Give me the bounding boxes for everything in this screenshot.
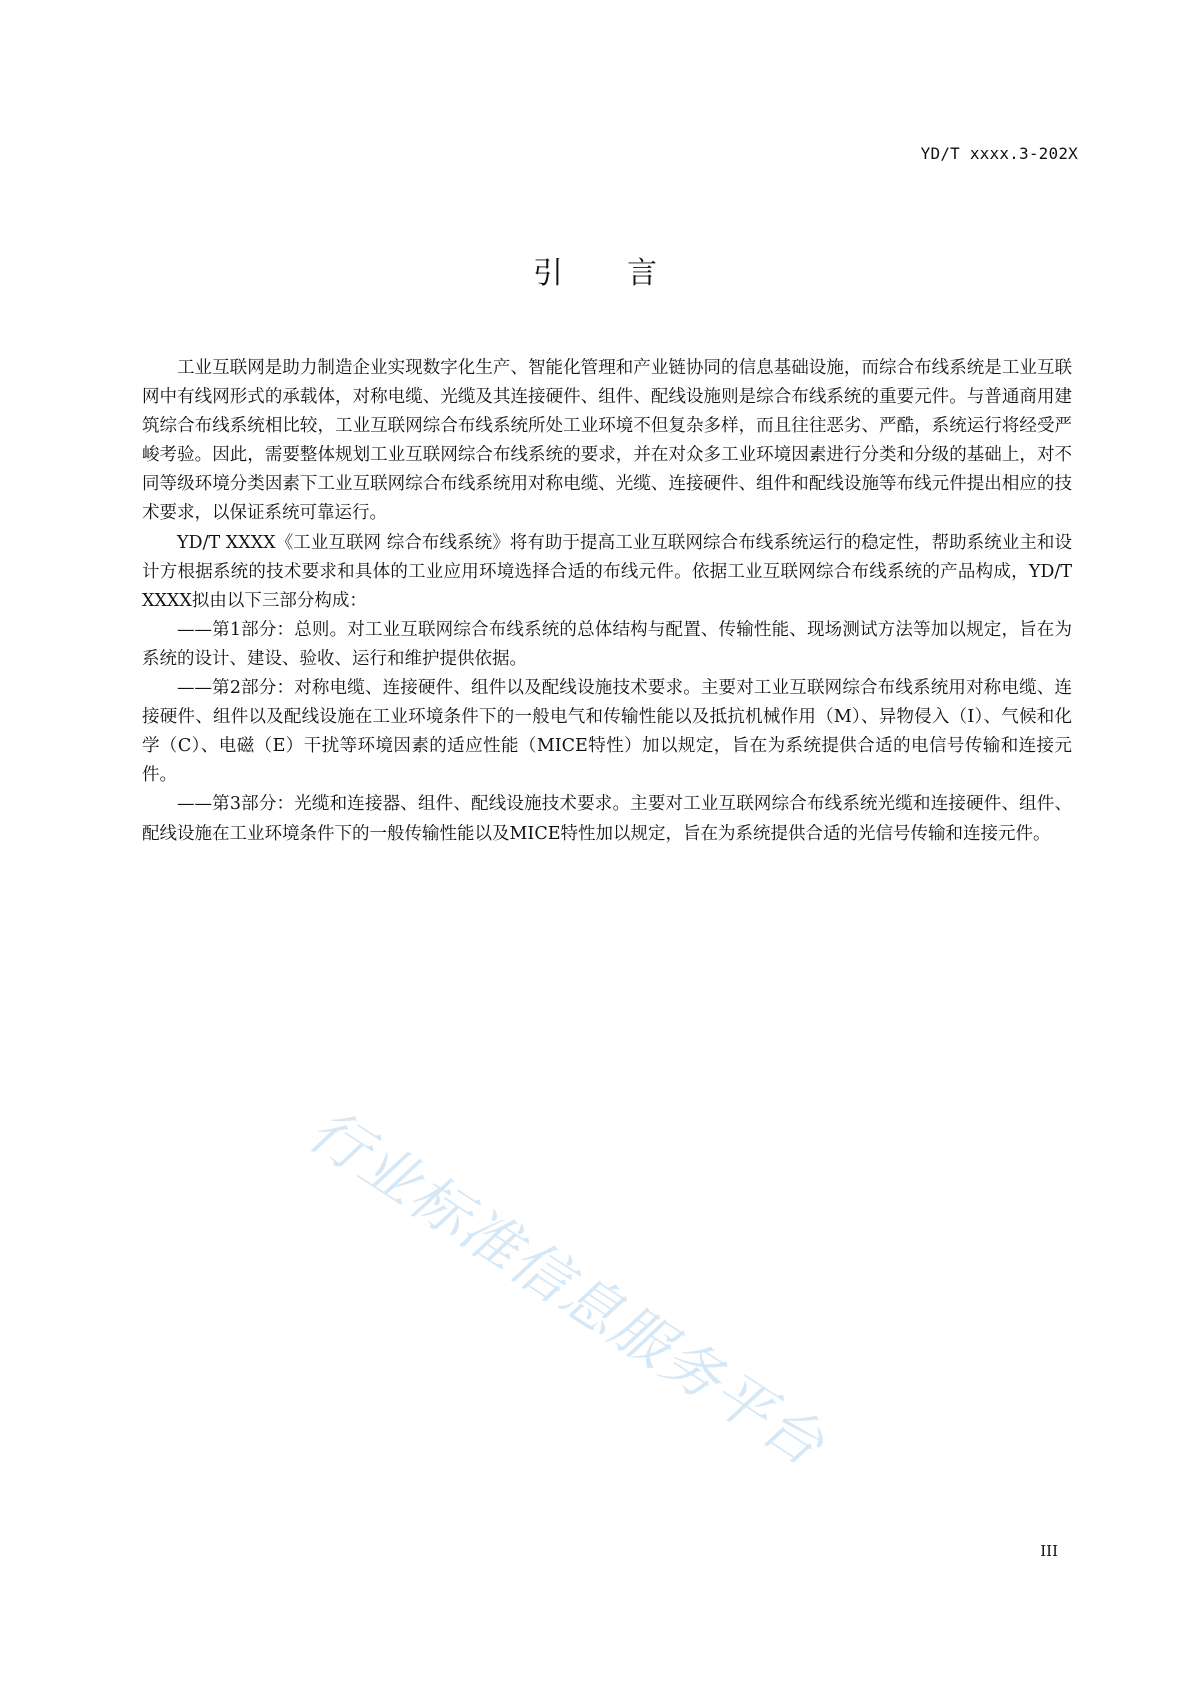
introduction-body <box>142 354 1072 849</box>
document-code: YD/T xxxx.3-202X <box>920 144 1078 163</box>
paragraph-part-1: ——第1部分：总则。对工业互联网综合布线系统的总体结构与配置、传输性能、现场测试方法等加以规定，旨在为系统的设计、建设、验收、运行和维护提供依据。 <box>142 619 1072 669</box>
page-number: III <box>1040 1542 1058 1560</box>
paragraph-1: 工业互联网是助力制造企业实现数字化生产、智能化管理和产业链协同的信息基础设施，而综合布线系统是工业互联网中有线网形式的承载体，对称电缆、光缆及其连接硬件、组件、配线设施则是综合布线系统的重要元件。与普通商用建筑综合布线系统相比较，工业互联网综合布线系统所处工业环境不但复杂多样，而且往往恶劣、严酷，系统运行将经受严峻考验。因此，需要整体规划工业互联网综合布线系统的要求，并在对众多工业环境因素进行分类和分级的基础上，对不同等级环境分类因素下工业互联网综合布线系统用对称电缆、光缆、连接硬件、组件和配线设施等布线元件提出相应的技术要求，以保证系统可靠运行。 <box>142 358 1072 524</box>
watermark: 行业标准信息服务平台 <box>296 1095 838 1480</box>
paragraph-2: YD/T XXXX《工业互联网 综合布线系统》将有助于提高工业互联网综合布线系统运行的稳定性，帮助系统业主和设计方根据系统的技术要求和具体的工业应用环境选择合适的布线元件。依据工业互联网综合布线系统的产品构成，YD/T XXXX拟由以下三部分构成： <box>142 532 1072 611</box>
paragraph-part-3: ——第3部分：光缆和连接器、组件、配线设施技术要求。主要对工业互联网综合布线系统光缆和连接硬件、组件、配线设施在工业环境条件下的一般传输性能以及MICE特性加以规定，旨在为系统提供合适的光信号传输和连接元件。 <box>142 794 1072 844</box>
page-title: 引言 <box>533 256 721 291</box>
paragraph-part-2: ——第2部分：对称电缆、连接硬件、组件以及配线设施技术要求。主要对工业互联网综合布线系统用对称电缆、连接硬件、组件以及配线设施在工业环境条件下的一般电气和传输性能以及抵抗机械作用（M）、异物侵入（I）、气候和化学（C）、电磁（E）干扰等环境因素的适应性能（MICE特性）加以规定，旨在为系统提供合适的电信号传输和连接元件。 <box>142 678 1072 786</box>
